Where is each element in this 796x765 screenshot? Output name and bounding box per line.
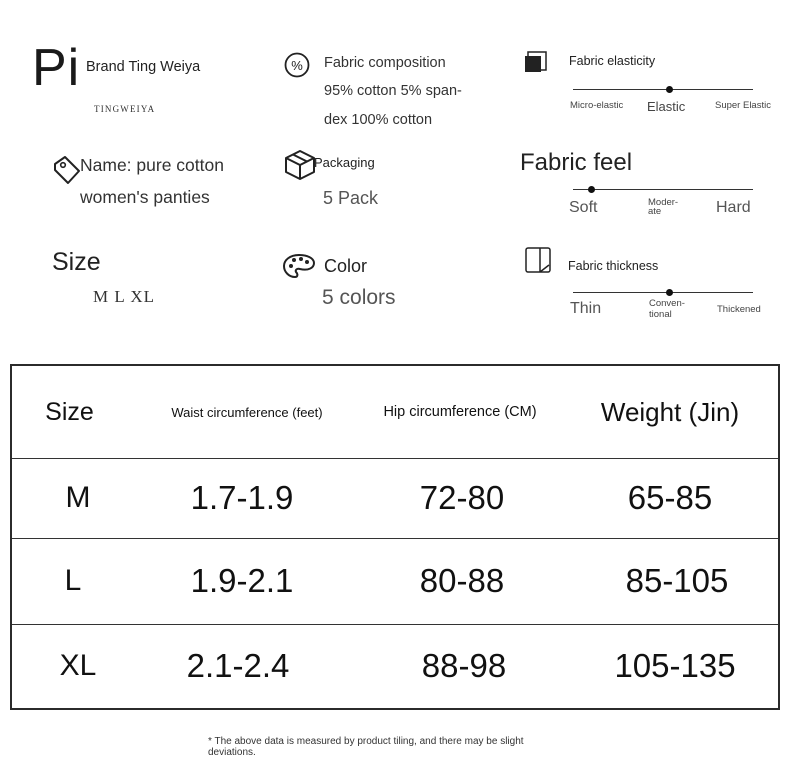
thickness-scale-line [573, 292, 753, 293]
feel-scale-high: Hard [716, 199, 751, 216]
feel-scale-mid-line-2: ate [648, 206, 662, 217]
packaging-value: 5 Pack [323, 188, 379, 208]
fabric-composition-line-1: 95% cotton 5% span- [324, 83, 462, 99]
cell-size: M [65, 481, 91, 514]
header-size: Size [45, 397, 94, 426]
cell-waist: 2.1-2.4 [186, 647, 290, 684]
elasticity-scale-mid: Elastic [647, 99, 686, 114]
size-title: Size [52, 248, 101, 276]
cell-size: L [64, 564, 82, 597]
header-hip: Hip circumference (CM) [383, 404, 537, 420]
product-name-line-2: women's panties [80, 187, 210, 207]
brand-label: Brand Ting Weiya [86, 59, 201, 75]
elasticity-scale-marker [666, 86, 673, 93]
measurement-footnote: * The above data is measured by product tiling, and there may be slight deviations. [208, 736, 524, 758]
cell-weight: 65-85 [627, 479, 713, 516]
feel-scale-mid-line-1: Moder- [648, 197, 679, 208]
thickness-scale-marker [666, 289, 673, 296]
percent-icon [284, 52, 310, 78]
elasticity-scale-high: Super Elastic [715, 100, 771, 111]
table-row [12, 624, 778, 708]
fabric-swatch-icon [524, 50, 548, 74]
elasticity-scale-line [573, 89, 753, 90]
table-row [12, 458, 778, 539]
cell-hip: 80-88 [419, 562, 505, 599]
package-box-icon [283, 149, 317, 181]
thickness-scale-low: Thin [570, 300, 602, 317]
brand-logo-mark: Pi [32, 39, 81, 97]
cell-hip: 88-98 [421, 647, 507, 684]
table-row [12, 538, 778, 625]
feel-scale-low: Soft [569, 199, 598, 216]
thickness-scale-mid-line-1: Conven- [649, 298, 685, 309]
cell-hip: 72-80 [419, 479, 505, 516]
header-waist: Waist circumference (feet) [171, 404, 323, 420]
color-title: Color [324, 256, 368, 276]
thickness-scale-mid-line-2: tional [649, 309, 672, 320]
thickness-scale-mid [649, 298, 685, 320]
size-chart-table [10, 364, 780, 710]
thickness-scale-high: Thickened [717, 304, 761, 315]
cell-size: XL [59, 649, 97, 682]
packaging-title: Packaging [314, 155, 375, 170]
tag-icon [52, 154, 82, 186]
feel-scale-mid [648, 198, 678, 216]
product-name-line-1: Name: pure cotton [80, 155, 224, 175]
elasticity-scale-low: Micro-elastic [570, 100, 624, 111]
fabric-elasticity-title: Fabric elasticity [569, 54, 656, 68]
svg-text:%: % [291, 58, 303, 73]
cell-waist: 1.9-2.1 [190, 562, 294, 599]
header-weight: Weight (Jin) [600, 396, 740, 427]
fabric-composition-title: Fabric composition [324, 55, 446, 71]
cell-weight: 85-105 [625, 562, 729, 599]
feel-scale-line [573, 189, 753, 190]
fabric-layer-icon [525, 246, 553, 274]
cell-weight: 105-135 [614, 647, 736, 684]
cell-waist: 1.7-1.9 [190, 479, 294, 516]
fabric-composition-line-2: dex 100% cotton [324, 112, 433, 128]
fabric-thickness-title: Fabric thickness [568, 259, 659, 273]
feel-scale-marker [588, 186, 595, 193]
fabric-feel-title: Fabric feel [520, 149, 633, 176]
palette-icon [282, 253, 316, 279]
color-value: 5 colors [322, 286, 396, 309]
brand-sub-logo: TINGWEIYA [94, 104, 156, 114]
size-value: M L XL [93, 287, 156, 306]
table-header-row [12, 366, 778, 459]
